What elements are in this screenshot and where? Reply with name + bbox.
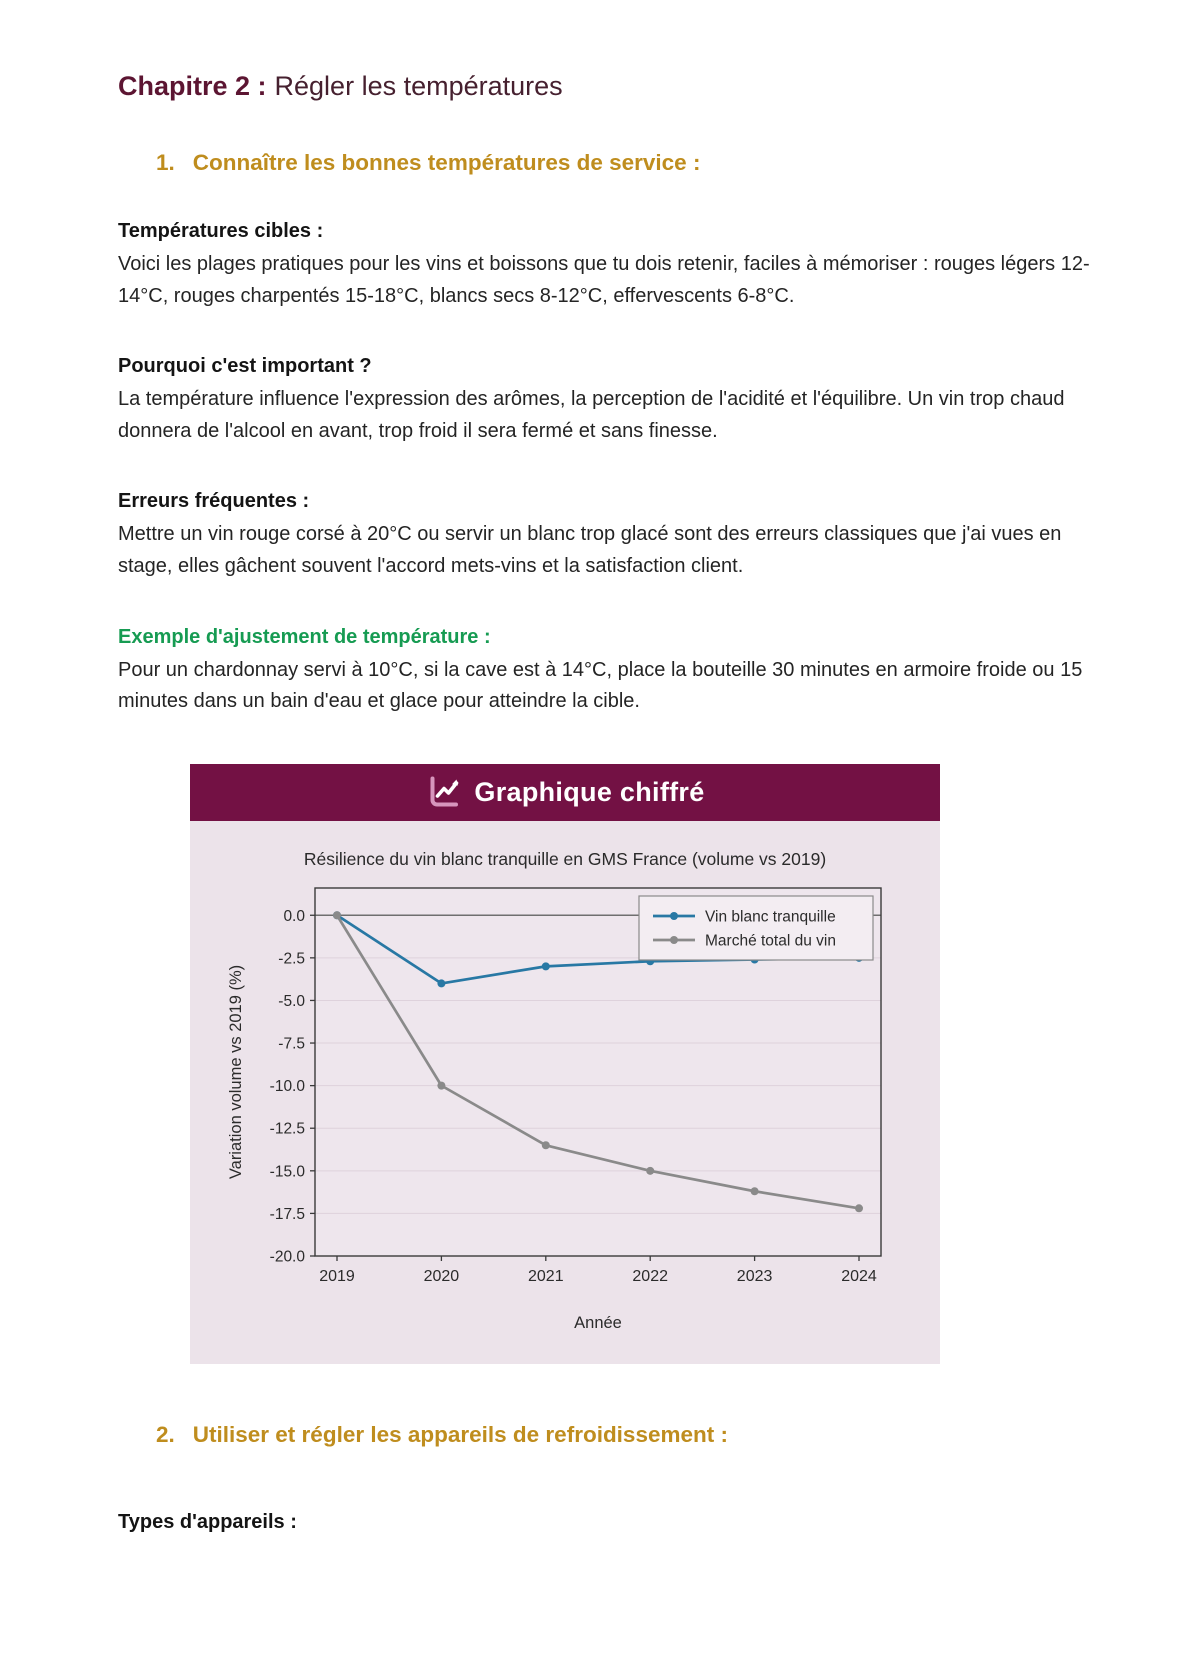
block-body: Pour un chardonnay servi à 10°C, si la cave est à 14°C, place la bouteille 30 minutes en armoire froide ou 15 minutes dans un bain d'eau et glace pour atteindre la cible. (118, 658, 1083, 713)
line-chart-icon (425, 774, 461, 810)
block-heading-example: Exemple d'ajustement de température : (118, 625, 491, 648)
section-2-number: 2. (156, 1421, 175, 1447)
section-1-heading (156, 148, 1110, 177)
svg-text:Variation volume vs 2019 (%): Variation volume vs 2019 (%) (227, 964, 245, 1179)
svg-text:-5.0: -5.0 (278, 992, 305, 1010)
svg-text:-7.5: -7.5 (278, 1035, 305, 1053)
svg-text:-2.5: -2.5 (278, 950, 305, 968)
chart-body (190, 821, 940, 1364)
svg-text:2019: 2019 (319, 1267, 355, 1285)
block-heading: Erreurs fréquentes : (118, 490, 310, 513)
section-2-heading (156, 1420, 1110, 1449)
block-heading-types-appareils: Types d'appareils : (118, 1511, 297, 1533)
chart-banner-title: Graphique chiffré (474, 776, 705, 807)
chapter-title-text: Régler les températures (274, 71, 563, 101)
text-block-erreurs-frequentes (118, 487, 1110, 582)
svg-text:Vin blanc tranquille: Vin blanc tranquille (705, 908, 836, 926)
svg-text:-12.5: -12.5 (269, 1120, 305, 1138)
svg-text:2020: 2020 (423, 1267, 460, 1285)
block-body: Voici les plages pratiques pour les vins et boissons que tu dois retenir, faciles à mémoriser : rouges légers 12-14°C, rouges charpentés 15-18°C, blancs secs 8-12°C, effervescents 6-8°C. (118, 253, 1090, 307)
chart-banner (190, 764, 940, 821)
section-2-label: Utiliser et régler les appareils de refroidissement : (192, 1421, 728, 1447)
block-heading: Pourquoi c'est important ? (118, 355, 372, 378)
svg-text:-20.0: -20.0 (269, 1248, 305, 1266)
svg-text:0.0: 0.0 (283, 907, 305, 925)
section-1-number: 1. (156, 149, 175, 175)
text-block-exemple-ajustement (118, 623, 1110, 718)
block-body: Mettre un vin rouge corsé à 20°C ou servir un blanc trop glacé sont des erreurs classiques que j'ai vues en stage, elles gâchent souvent l'accord mets-vins et la satisfaction client. (118, 523, 1062, 577)
svg-text:-17.5: -17.5 (269, 1205, 305, 1223)
svg-text:2022: 2022 (632, 1267, 668, 1285)
chart-canvas (190, 880, 940, 1342)
svg-text:-10.0: -10.0 (269, 1077, 305, 1095)
svg-text:Année: Année (574, 1313, 622, 1332)
chapter-label: Chapitre 2 : (118, 71, 267, 101)
text-block-pourquoi-important (118, 352, 1110, 447)
svg-text:2024: 2024 (841, 1267, 877, 1285)
text-block-temperatures-cibles (118, 217, 1110, 312)
svg-text:Marché total du vin: Marché total du vin (705, 932, 836, 950)
chart-panel (190, 764, 940, 1364)
block-heading: Températures cibles : (118, 220, 324, 242)
document-content (118, 70, 1110, 1534)
chart-title: Résilience du vin blanc tranquille en GMS France (volume vs 2019) (303, 848, 827, 869)
page-title (118, 70, 1110, 104)
svg-text:-15.0: -15.0 (269, 1163, 305, 1181)
section-1-label: Connaître les bonnes températures de service : (192, 149, 701, 175)
block-body: La température influence l'expression des arômes, la perception de l'acidité et l'équilibre. Un vin trop chaud donnera de l'alcool en avant, trop froid il sera fermé et sans finesse. (118, 388, 1065, 442)
svg-text:2021: 2021 (528, 1267, 564, 1285)
svg-text:2023: 2023 (736, 1267, 773, 1285)
